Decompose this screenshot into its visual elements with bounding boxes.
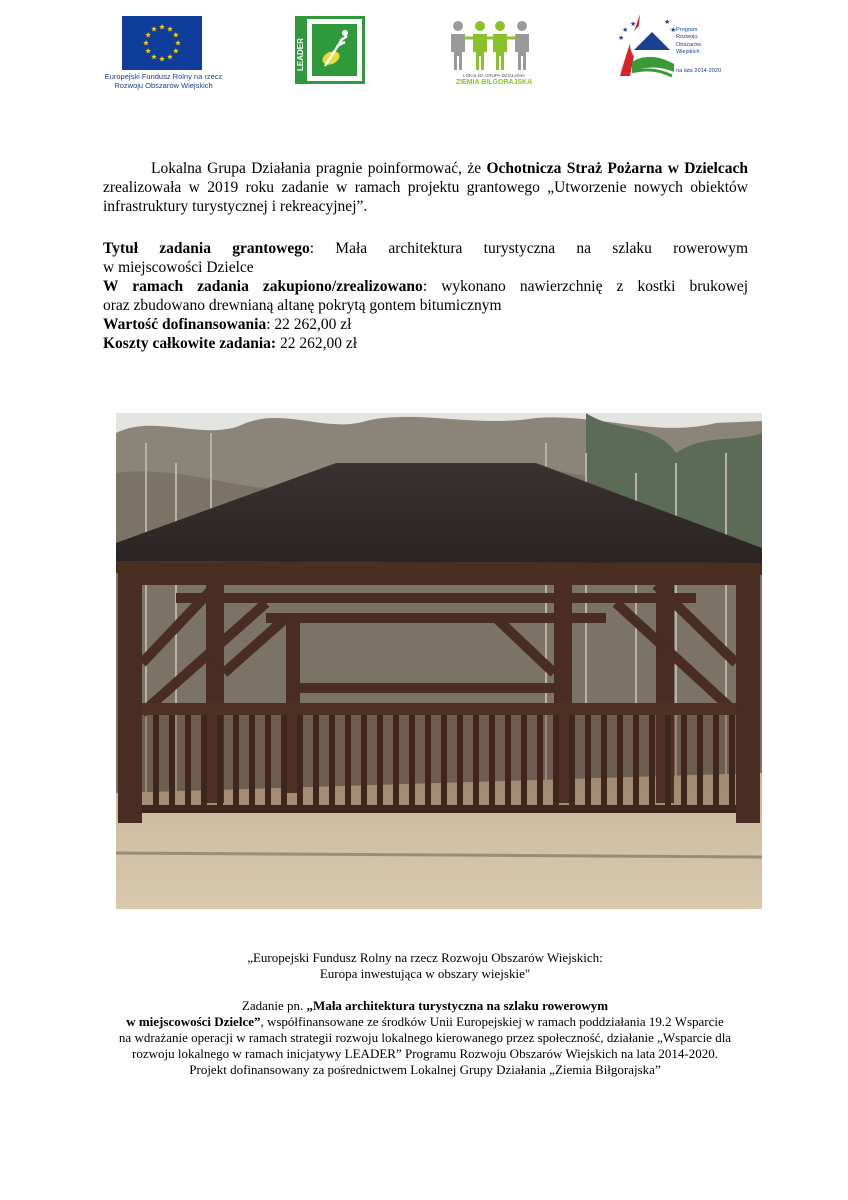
footer-task-prefix: Zadanie pn. xyxy=(241,998,307,1013)
grant-title-line2: w miejscowości Dzielce xyxy=(103,259,254,276)
lgd-caption-small: LOKALNA GRUPA DZIAŁANIA xyxy=(463,73,525,78)
grant-title-line1 xyxy=(103,239,748,258)
footer-line2-rest: , współfinansowane ze środków Unii Europejskiej w ramach poddziałania 19.2 Wsparcie xyxy=(260,1014,724,1029)
svg-text:★: ★ xyxy=(670,26,677,34)
scope-label: W ramach zadania zakupiono/zrealizowano xyxy=(103,278,423,295)
prow-caption-line1: Program xyxy=(676,27,698,33)
footer-quote-line2: Europa inwestująca w obszary wiejskie" xyxy=(319,966,531,981)
leader-logo xyxy=(295,16,365,84)
prow-caption-line2: Rozwoju xyxy=(676,34,698,41)
intro-part1: Lokalna Grupa Działania pragnie poinformować, że xyxy=(151,160,487,177)
footer-task-name-line2: w miejscowości Dzielce” xyxy=(126,1014,261,1029)
eu-caption-line1: Europejski Fundusz Rolny na rzecz xyxy=(104,72,223,81)
footer-quote-line1: „Europejski Fundusz Rolny na rzecz Rozwoju Obszarów Wiejskich: xyxy=(247,950,603,965)
svg-text:★: ★ xyxy=(622,26,629,34)
total-cost-line xyxy=(103,334,748,353)
grant-title-label: Tytuł zadania grantowego xyxy=(103,240,310,257)
intro-paragraph xyxy=(103,159,748,216)
footer-line5: Projekt dofinansowany za pośrednictwem Lokalnej Grupy Działania „Ziemia Biłgorajska” xyxy=(189,1062,661,1077)
footer-notice xyxy=(80,950,770,1078)
svg-text:★: ★ xyxy=(618,34,625,42)
prow-logo xyxy=(612,10,678,80)
prow-years: na lata 2014-2020 xyxy=(676,68,722,74)
grant-title-value-line1: : Mała architektura turystyczna na szlaku rowerowym xyxy=(309,240,748,257)
footer-line4: rozwoju lokalnego w ramach inicjatywy LEADER” Programu Rozwoju Obszarów Wiejskich na lata 2014-2020. xyxy=(132,1046,718,1061)
eu-caption-line2: Rozwoju Obszarów Wiejskich xyxy=(114,81,213,90)
funding-label: Wartość dofinansowania xyxy=(103,316,267,333)
footer-task-name-line1: „Mała architektura turystyczna na szlaku rowerowym xyxy=(306,998,609,1013)
eu-fund-caption xyxy=(96,72,231,90)
scope-value-line1: : wykonano nawierzchnię z kostki brukowej xyxy=(422,278,749,295)
prow-caption xyxy=(676,27,746,57)
gazebo-photo-image xyxy=(116,413,762,909)
prow-caption-line4: Wiejskich xyxy=(676,49,700,56)
lgd-caption-big: ZIEMIA BIŁGORAJSKA xyxy=(455,79,533,86)
footer-task-line1 xyxy=(80,998,770,1014)
total-cost-value: 22 262,00 zł xyxy=(276,335,358,352)
scope-line1 xyxy=(103,277,748,296)
logo-strip xyxy=(0,0,848,100)
lgd-ziemia-bilgorajska-logo xyxy=(448,20,532,72)
funding-value: : 22 262,00 zł xyxy=(266,316,352,333)
footer-line3: na wdrażanie operacji w ramach strategii rozwoju lokalnego kierowanego przez społeczność, działanie „Wsparcie dla xyxy=(118,1030,732,1045)
svg-text:★: ★ xyxy=(630,20,637,28)
total-cost-label: Koszty całkowite zadania: xyxy=(103,335,277,352)
gazebo-photo xyxy=(116,413,762,909)
task-details xyxy=(103,239,748,353)
lgd-caption xyxy=(449,72,539,86)
footer-task-line2 xyxy=(80,1014,770,1030)
svg-text:★: ★ xyxy=(664,18,671,26)
leader-logo-text: LEADER xyxy=(296,38,305,71)
scope-line2: oraz zbudowano drewnianą altanę pokrytą gontem bitumicznym xyxy=(103,297,502,314)
beneficiary-name: Ochotnicza Straż Pożarna w Dzielcach xyxy=(486,160,748,177)
eu-flag-logo xyxy=(122,16,202,70)
prow-caption-line3: Obszarów xyxy=(676,41,702,48)
funding-line xyxy=(103,315,748,334)
intro-part2: zrealizowała w 2019 roku zadanie w ramach projektu grantowego „Utworzenie nowych obiektów infrastruktury turystycznej i rekreacyjnej”. xyxy=(103,179,748,215)
